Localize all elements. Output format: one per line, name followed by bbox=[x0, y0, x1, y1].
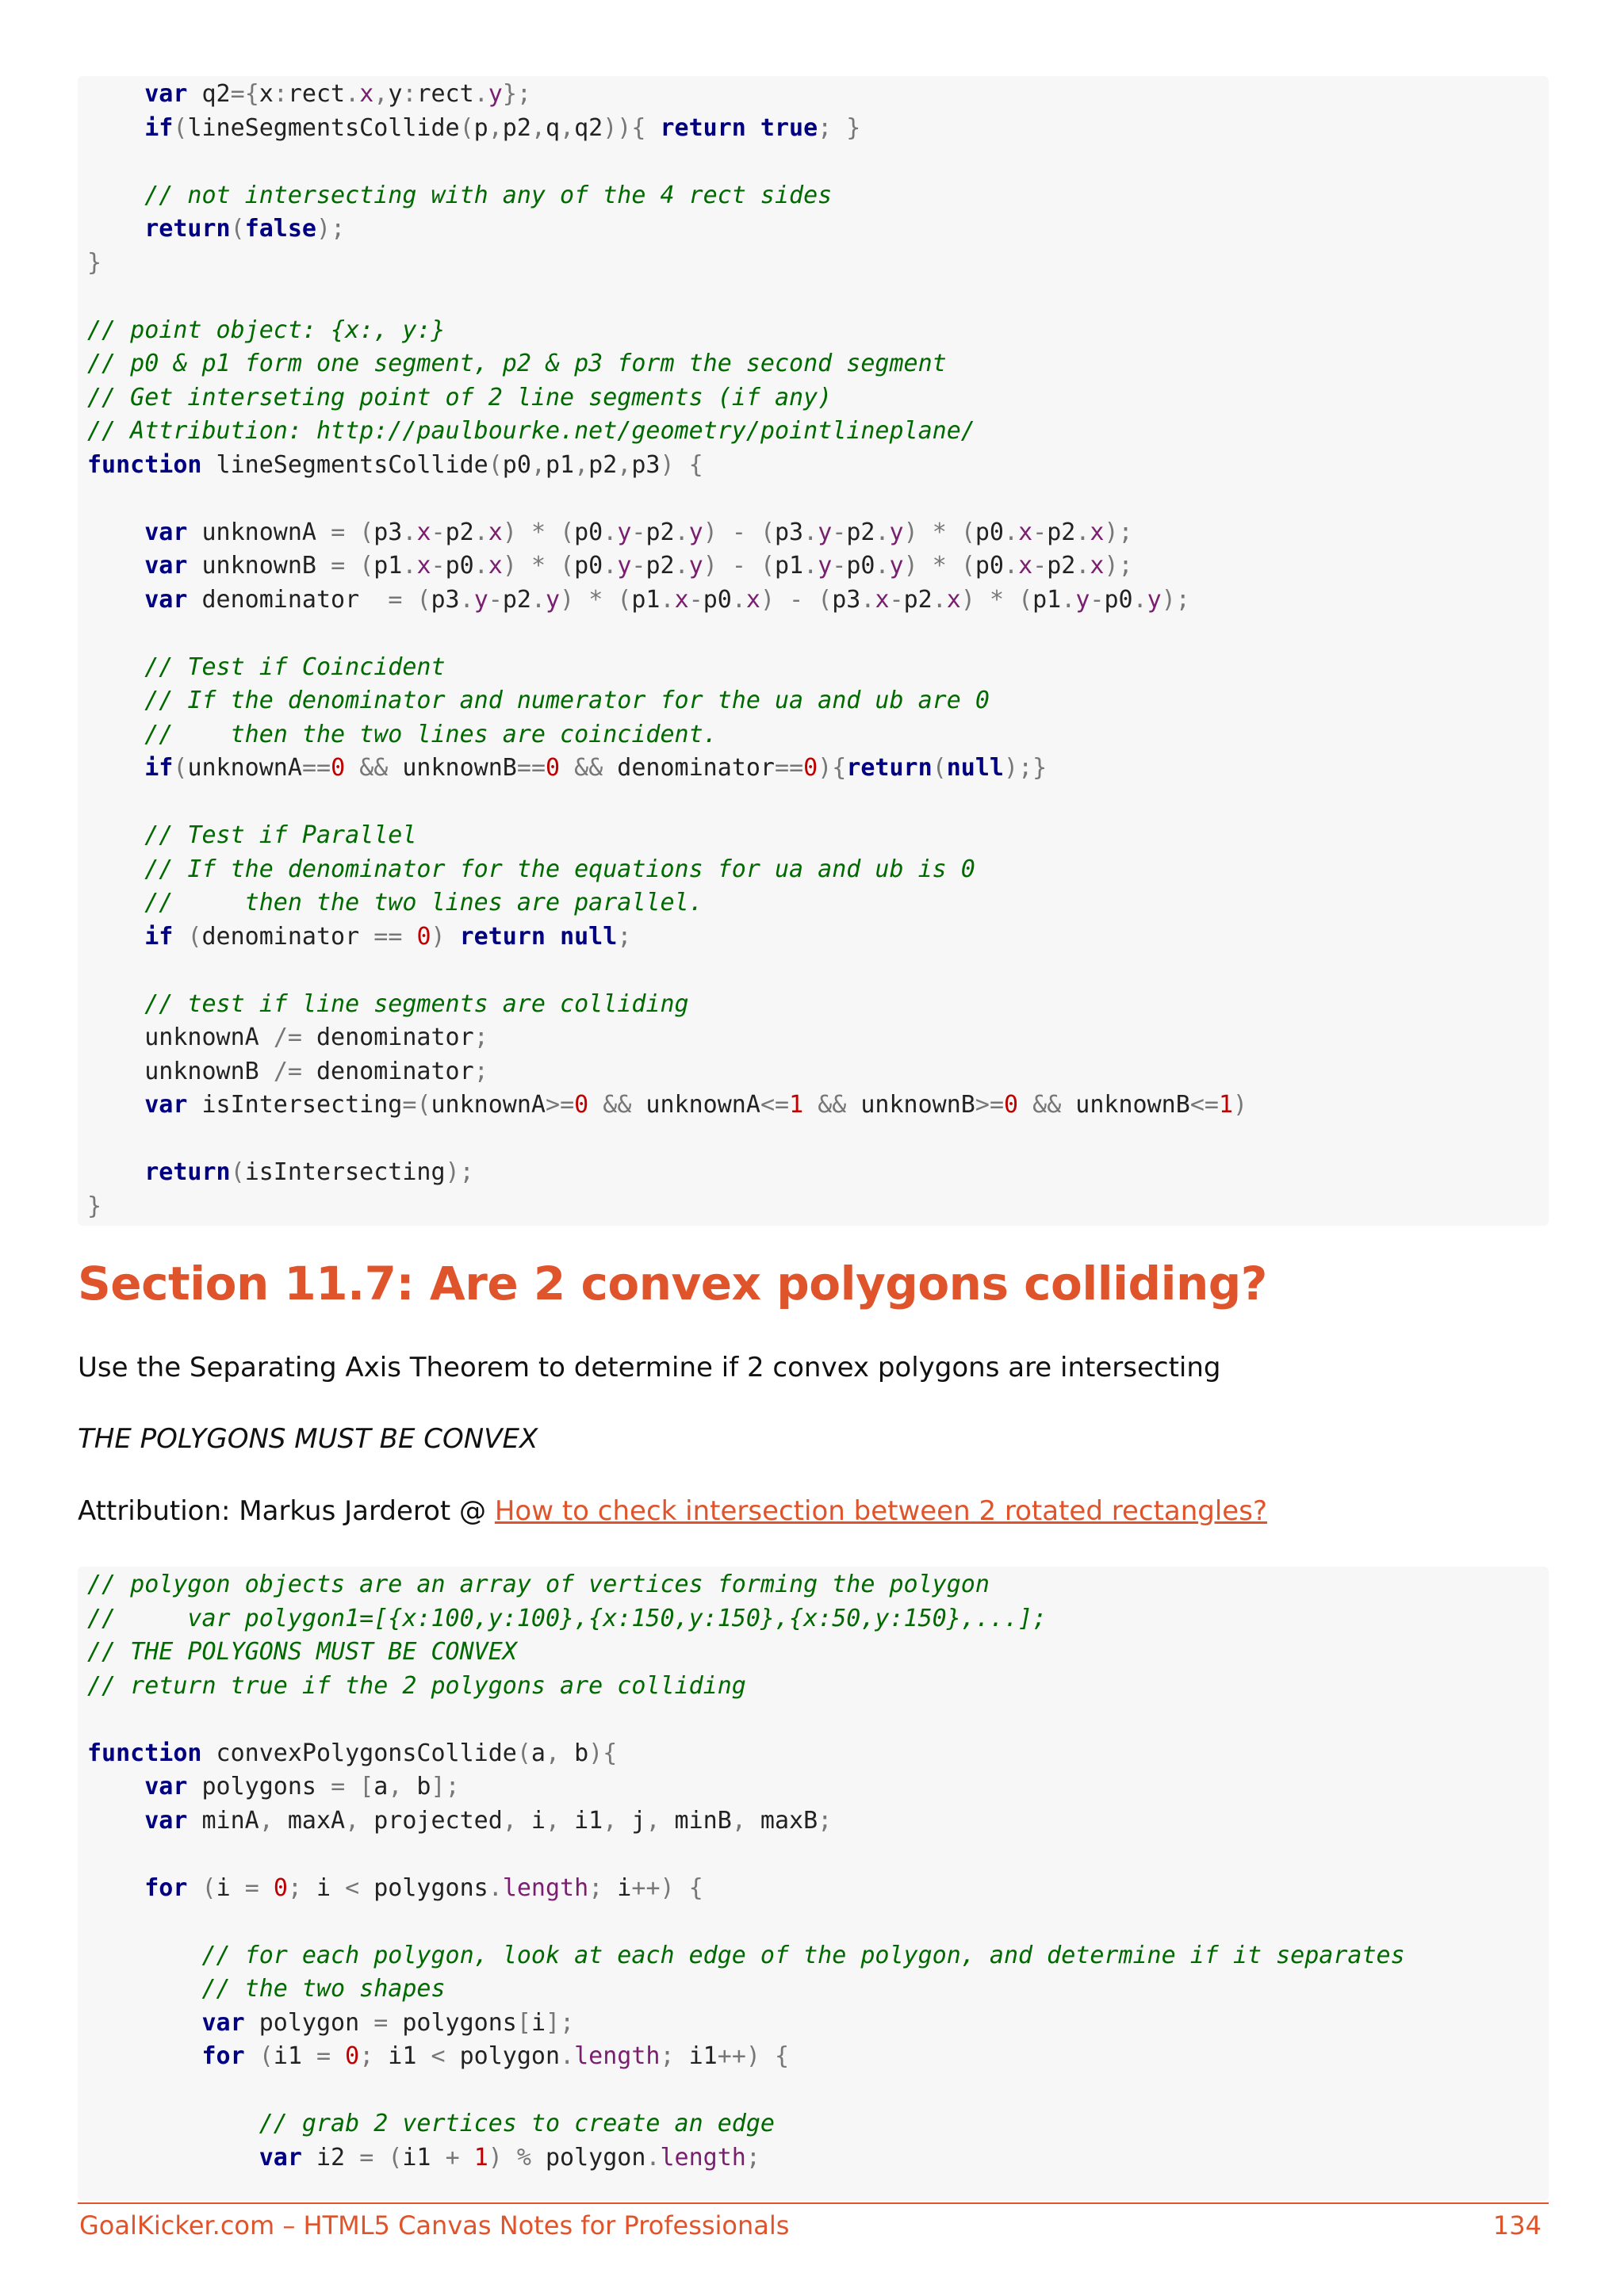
code-line: // the two shapes bbox=[201, 1975, 446, 2003]
code-line: return(isIntersecting); bbox=[144, 1158, 474, 1186]
page-number: 134 bbox=[1492, 2210, 1542, 2241]
code-block-convex-polygons bbox=[78, 1567, 1549, 2201]
code-line: // Get interseting point of 2 line segments (if any) bbox=[87, 383, 833, 411]
code-line: // point object: {x:, y:} bbox=[87, 316, 446, 344]
code-line: } bbox=[87, 248, 102, 277]
code-line: for (i1 = 0; i1 < polygon.length; i1++) { bbox=[201, 2042, 790, 2070]
code-line: // for each polygon, look at each edge of the polygon, and determine if it separates bbox=[201, 1941, 1405, 1969]
code-listing bbox=[87, 1568, 1405, 2175]
convex-warning: THE POLYGONS MUST BE CONVEX bbox=[78, 1423, 538, 1455]
code-line bbox=[87, 147, 102, 175]
code-line: var unknownA = (p3.x-p2.x) * (p0.y-p2.y) - (p3.y-p2.y) * (p0.x-p2.x); bbox=[144, 518, 1133, 546]
code-line: // var polygon1=[{x:100,y:100},{x:150,y:150},{x:50,y:150},...]; bbox=[87, 1604, 1048, 1632]
footer-title: GoalKicker.com – HTML5 Canvas Notes for Professionals bbox=[79, 2210, 790, 2241]
code-line: for (i = 0; i < polygons.length; i++) { bbox=[144, 1873, 703, 1902]
code-line bbox=[87, 484, 102, 512]
code-line: // test if line segments are colliding bbox=[144, 989, 689, 1018]
code-line bbox=[87, 956, 102, 984]
code-line: // p0 & p1 form one segment, p2 & p3 form the second segment bbox=[87, 350, 947, 377]
code-line bbox=[87, 282, 102, 310]
code-line: } bbox=[87, 1192, 102, 1220]
code-line: // then the two lines are coincident. bbox=[144, 720, 718, 748]
code-line bbox=[87, 1908, 102, 1935]
section-title: Section 11.7: Are 2 convex polygons colliding? bbox=[78, 1257, 1267, 1311]
code-line: if(unknownA==0 && unknownB==0 && denominator==0){return(null);} bbox=[144, 754, 1048, 782]
code-line bbox=[87, 1840, 102, 1868]
code-line: var q2={x:rect.x,y:rect.y}; bbox=[144, 80, 531, 108]
code-line: var polygon = polygons[i]; bbox=[201, 2008, 575, 2037]
code-line: // grab 2 vertices to create an edge bbox=[259, 2110, 775, 2137]
code-line: // Test if Parallel bbox=[144, 821, 417, 849]
code-line: // Attribution: http://paulbourke.net/geometry/pointlineplane/ bbox=[87, 417, 975, 445]
attribution-text: Attribution: Markus Jarderot @ bbox=[78, 1495, 495, 1527]
code-block-line-segments bbox=[78, 76, 1549, 1226]
code-line: // If the denominator and numerator for the ua and ub are 0 bbox=[144, 687, 990, 714]
code-line: return(false); bbox=[144, 215, 346, 243]
code-line: var minA, maxA, projected, i, i1, j, minB, maxB; bbox=[144, 1806, 833, 1835]
code-listing bbox=[87, 78, 1247, 1223]
code-line bbox=[87, 1125, 102, 1153]
code-line bbox=[87, 2076, 102, 2104]
code-line: var i2 = (i1 + 1) % polygon.length; bbox=[259, 2143, 760, 2172]
code-line: unknownB /= denominator; bbox=[87, 1057, 488, 1085]
code-line bbox=[87, 619, 102, 647]
code-line: // Test if Coincident bbox=[144, 652, 446, 681]
code-line: function convexPolygonsCollide(a, b){ bbox=[87, 1739, 618, 1767]
code-line: // not intersecting with any of the 4 rect sides bbox=[144, 181, 833, 209]
code-line bbox=[87, 788, 102, 816]
intro-paragraph: Use the Separating Axis Theorem to determine if 2 convex polygons are intersecting bbox=[78, 1352, 1221, 1383]
footer-divider bbox=[78, 2202, 1549, 2204]
code-line: if(lineSegmentsCollide(p,p2,q,q2)){ return true; } bbox=[144, 113, 861, 142]
attribution-paragraph bbox=[78, 1495, 1267, 1527]
code-line: var unknownB = (p1.x-p0.x) * (p0.y-p2.y) - (p1.y-p0.y) * (p0.x-p2.x); bbox=[144, 552, 1133, 580]
code-line: // If the denominator for the equations for ua and ub is 0 bbox=[144, 855, 975, 883]
code-line: unknownA /= denominator; bbox=[87, 1024, 488, 1051]
code-line: // then the two lines are parallel. bbox=[144, 889, 703, 916]
code-line: var denominator = (p3.y-p2.y) * (p1.x-p0.x) - (p3.x-p2.x) * (p1.y-p0.y); bbox=[144, 585, 1190, 614]
code-line: // return true if the 2 polygons are colliding bbox=[87, 1671, 746, 1700]
code-line: // THE POLYGONS MUST BE CONVEX bbox=[87, 1638, 517, 1666]
code-line: if (denominator == 0) return null; bbox=[144, 922, 632, 951]
attribution-link[interactable]: How to check intersection between 2 rotated rectangles? bbox=[494, 1495, 1267, 1527]
code-line: // polygon objects are an array of vertices forming the polygon bbox=[87, 1571, 990, 1598]
code-line bbox=[87, 1705, 102, 1733]
code-line: var isIntersecting=(unknownA>=0 && unknownA<=1 && unknownB>=0 && unknownB<=1) bbox=[144, 1091, 1248, 1119]
code-line: var polygons = [a, b]; bbox=[144, 1773, 460, 1800]
code-line: function lineSegmentsCollide(p0,p1,p2,p3) { bbox=[87, 450, 703, 479]
